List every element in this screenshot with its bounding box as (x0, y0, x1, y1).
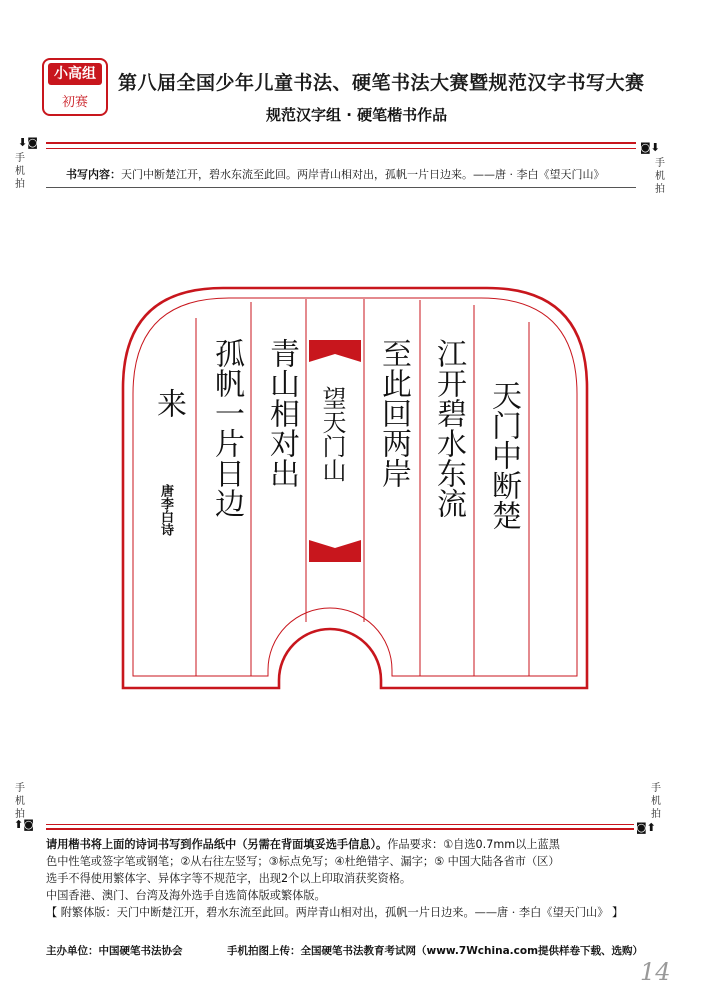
poem-column-6-text: 来 (151, 388, 186, 418)
badge-group-label: 小高组 (48, 63, 102, 85)
phone-label-right-top: 手机拍 (655, 158, 665, 195)
phone-label-left-top: 手机拍 (15, 153, 25, 190)
poem-column-3-text: 至此回两岸 (376, 338, 411, 488)
competition-title: 第八届全国少年儿童书法、硬笔书法大赛暨规范汉字书写大赛 (118, 72, 645, 94)
poem-column-4 (259, 338, 299, 488)
poem-column-5 (204, 338, 244, 518)
poem-column-3 (371, 338, 411, 488)
poem-column-2-text: 江开碧水东流 (431, 338, 466, 518)
poem-column-5-text: 孤帆一片日边 (209, 338, 244, 518)
poem-column-2 (426, 338, 466, 518)
upload-camera-icon-right: ◙⬆ (636, 821, 656, 834)
phone-label-left-bottom: 手机拍 (15, 783, 25, 820)
traditional-version-note: 【 附繁体版：天门中断楚江开，碧水东流至此回。两岸青山相对出，孤帆一片日边来。——唐 · 李白《望天门山》 】 (46, 906, 624, 919)
upload-info: 手机拍图上传：全国硬笔书法教育考试网（www.7Wchina.com提供样卷下载、选购） (227, 945, 644, 957)
writing-content-label: 书写内容： (66, 168, 121, 181)
requirements-line-3: 选手不得使用繁体字、异体字等不规范字，出现2个以上印取消获奖资格。 (46, 872, 412, 885)
requirements-spec: 作品要求：①自选0.7mm以上蓝黑 (387, 838, 560, 851)
requirements-block (46, 836, 666, 921)
organizer: 主办单位：中国硬笔书法协会 (46, 945, 183, 957)
poem-title: 望天门山 (318, 386, 346, 482)
poem-column-1 (481, 380, 521, 530)
badge-round-label: 初赛 (61, 95, 88, 110)
bottom-rule-thin (46, 824, 634, 825)
bottom-rule-thick (46, 828, 634, 830)
requirements-lead: 请用楷书将上面的诗词书写到作品纸中（另需在背面填妥选手信息）。 (46, 838, 388, 851)
requirements-line-2: 色中性笔或签字笔或钢笔；②从右往左竖写；③标点免写；④杜绝错字、漏字；⑤ 中国大陆各省市（区） (46, 855, 560, 868)
requirements-line-4: 中国香港、澳门、台湾及海外选手自选简体版或繁体版。 (46, 889, 326, 902)
page-number: 14 (640, 958, 671, 986)
poem-column-6 (146, 388, 186, 418)
category-subtitle: 规范汉字组 · 硬笔楷书作品 (266, 106, 448, 124)
poem-column-1-text: 天门中断楚 (486, 380, 521, 530)
poem-column-4-text: 青山相对出 (264, 338, 299, 488)
download-camera-icon-right: ◙⬇ (640, 141, 660, 154)
signature: 唐李白诗 (158, 484, 173, 536)
download-camera-icon-left: ⬇◙ (18, 136, 38, 149)
writing-content-text: 天门中断楚江开，碧水东流至此回。两岸青山相对出，孤帆一片日边来。——唐 · 李白《望天门山》 (121, 168, 605, 181)
requirements-line-1 (46, 836, 666, 853)
upload-camera-icon-left: ⬆◙ (14, 818, 34, 831)
poem-title-column (315, 386, 355, 482)
signature-column (156, 484, 176, 536)
phone-label-right-bottom: 手机拍 (651, 783, 661, 820)
